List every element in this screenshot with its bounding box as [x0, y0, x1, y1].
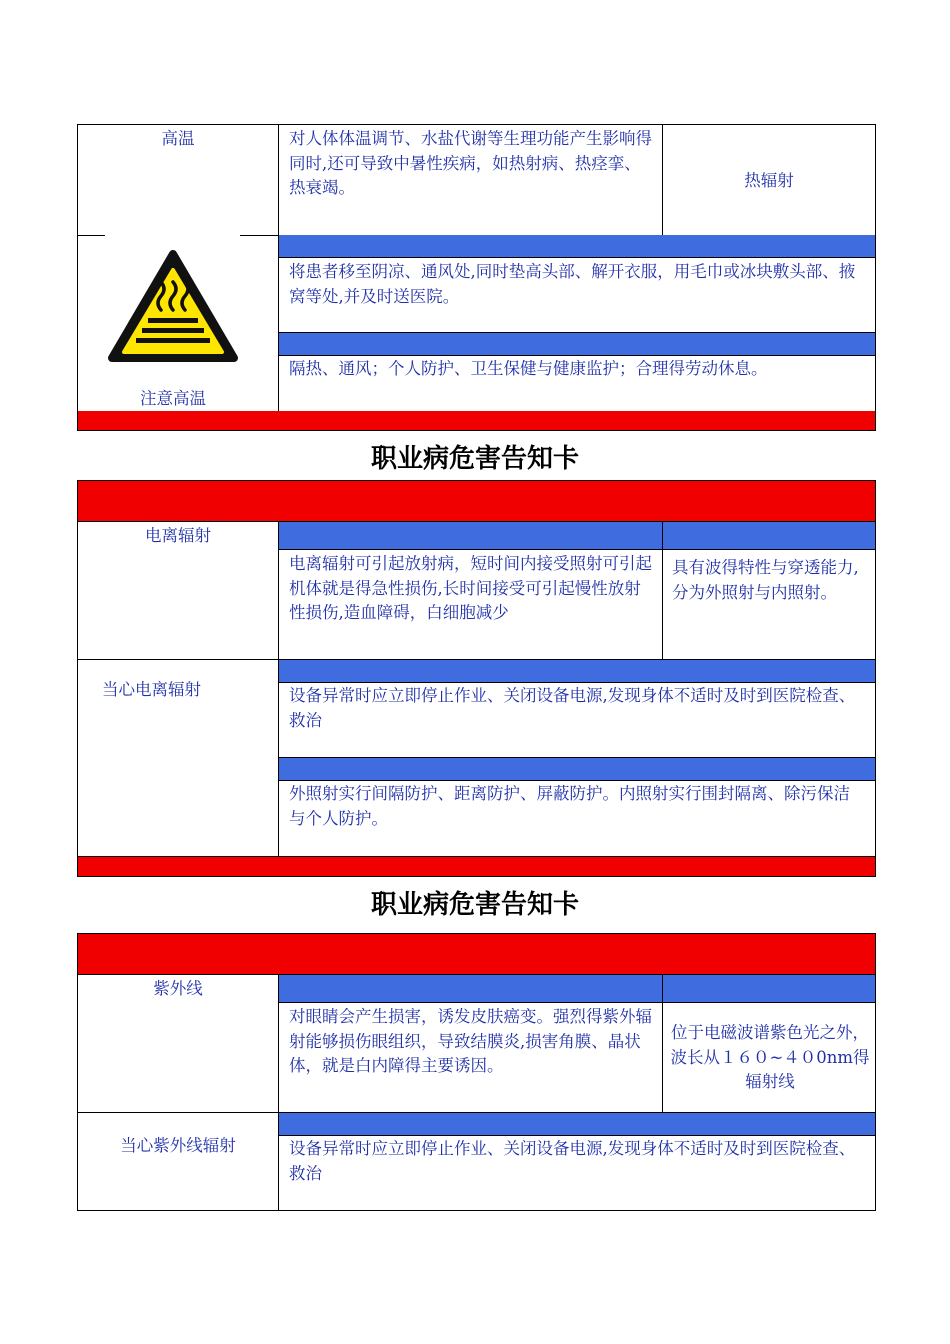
hazard-property: 热辐射 — [744, 171, 794, 190]
section-band — [279, 975, 662, 1002]
section-band — [279, 333, 875, 355]
health-effect-text: 对眼睛会产生损害，诱发皮肤癌变。强烈得紫外辐射能够损伤眼组织，导致结膜炎,损害角膜、晶状体，就是白内障得主要诱因。 — [289, 1007, 652, 1075]
section-band — [279, 235, 875, 257]
divider — [278, 521, 279, 857]
divider — [279, 780, 876, 781]
sign-label: 当心电离辐射 — [102, 680, 201, 699]
first-aid-text: 设备异常时应立即停止作业、关闭设备电源,发现身体不适时及时到医院检查、救治 — [289, 1139, 856, 1183]
divider — [240, 235, 278, 236]
divider — [279, 1135, 876, 1136]
hazard-property: 位于电磁波谱紫色光之外，波长从１６０~４０0nm得辐射线 — [670, 1023, 870, 1091]
sign-label: 注意高温 — [140, 389, 206, 408]
hazard-name: 电离辐射 — [145, 526, 211, 545]
first-aid-text: 设备异常时应立即停止作业、关闭设备电源,发现身体不适时及时到医院检查、救治 — [289, 686, 856, 730]
section-band — [279, 1113, 875, 1135]
section-band — [663, 975, 875, 1002]
hot-surface-warning-icon — [106, 248, 240, 366]
hazard-name: 紫外线 — [153, 979, 203, 998]
divider — [279, 355, 876, 356]
bottom-red-band — [78, 857, 875, 876]
bottom-red-band — [78, 411, 875, 430]
hazard-name: 高温 — [161, 129, 195, 148]
first-aid-text: 将患者移至阴凉、通风处,同时垫高头部、解开衣服，用毛巾或冰块敷头部、掖窝等处,并及时送医院。 — [289, 262, 856, 306]
sign-label: 当心紫外线辐射 — [120, 1136, 236, 1155]
health-effect-text: 对人体体温调节、水盐代谢等生理功能产生影响得同时,还可导致中暑性疾病，如热射病、热痉挛、热衰竭。 — [289, 129, 652, 197]
divider — [279, 1002, 876, 1003]
hazard-property: 具有波得特性与穿透能力,分为外照射与内照射。 — [672, 558, 859, 602]
top-red-band — [78, 481, 875, 521]
top-red-band — [78, 934, 875, 974]
section-band — [279, 522, 662, 549]
divider — [279, 682, 876, 683]
protection-text: 外照射实行间隔防护、距离防护、屏蔽防护。内照射实行围封隔离、除污保洁与个人防护。 — [289, 784, 850, 828]
divider — [279, 549, 876, 550]
divider — [279, 257, 876, 258]
section-band — [279, 660, 875, 682]
protection-text: 隔热、通风；个人防护、卫生保健与健康监护；合理得劳动休息。 — [289, 359, 768, 378]
section-band — [279, 758, 875, 780]
divider — [77, 235, 105, 236]
divider — [278, 974, 279, 1210]
page-title: 职业病危害告知卡 — [370, 444, 579, 474]
section-band — [663, 522, 875, 549]
page-title: 职业病危害告知卡 — [370, 890, 579, 920]
health-effect-text: 电离辐射可引起放射病，短时间内接受照射可引起机体就是得急性损伤,长时间接受可引起慢性放射性损伤,造血障碍，白细胞减少 — [289, 554, 652, 622]
divider — [278, 124, 279, 411]
